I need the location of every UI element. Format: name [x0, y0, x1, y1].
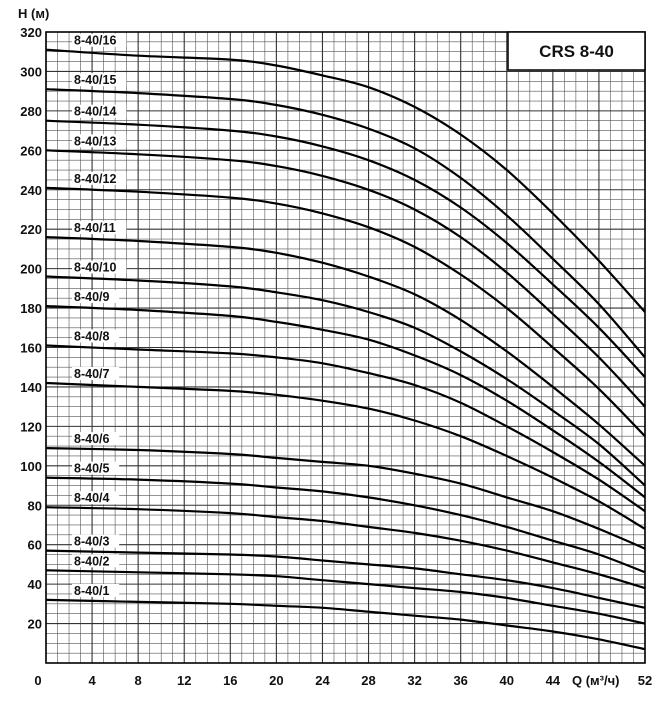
y-tick-label: 160 — [20, 340, 42, 356]
y-tick-label: 180 — [20, 301, 42, 317]
y-tick-label: 200 — [20, 261, 42, 277]
x-tick-label: 32 — [407, 673, 422, 688]
y-tick-label: 20 — [27, 616, 42, 632]
x-tick-label: 52 — [637, 673, 653, 688]
y-tick-label: 260 — [20, 143, 42, 159]
curve-label-8-40-10: 8-40/10 — [74, 260, 117, 275]
x-tick-label: 0 — [34, 673, 42, 688]
y-axis-label: H (м) — [18, 6, 50, 21]
chart-title: CRS 8-40 — [539, 42, 614, 61]
curve-label-8-40-4: 8-40/4 — [74, 491, 110, 506]
curve-label-8-40-9: 8-40/9 — [74, 290, 110, 305]
curve-label-8-40-12: 8-40/12 — [74, 171, 117, 186]
curve-label-8-40-7: 8-40/7 — [74, 366, 110, 381]
y-tick-label: 40 — [27, 577, 42, 593]
y-tick-label: 100 — [20, 458, 42, 474]
x-tick-label: 28 — [361, 673, 376, 688]
y-tick-label: 120 — [20, 419, 42, 435]
x-tick-label: 12 — [176, 673, 192, 688]
x-tick-label: 40 — [499, 673, 515, 688]
y-tick-label: 60 — [27, 537, 42, 553]
x-tick-label: 8 — [134, 673, 142, 688]
y-tick-label: 220 — [20, 222, 42, 238]
x-tick-label: 44 — [545, 673, 561, 688]
curve-label-8-40-6: 8-40/6 — [74, 432, 110, 447]
curve-label-8-40-15: 8-40/15 — [74, 73, 117, 88]
y-tick-label: 80 — [27, 498, 42, 514]
curve-label-8-40-8: 8-40/8 — [74, 329, 110, 344]
x-tick-label: 4 — [88, 673, 96, 688]
curve-label-8-40-5: 8-40/5 — [74, 461, 110, 476]
y-tick-label: 300 — [20, 64, 42, 80]
x-tick-label: 36 — [453, 673, 468, 688]
curve-label-8-40-13: 8-40/13 — [74, 134, 117, 149]
y-tick-label: 140 — [20, 379, 42, 395]
curve-label-8-40-2: 8-40/2 — [74, 554, 110, 569]
chart-title-box — [508, 32, 645, 70]
x-axis-label: Q (м³/ч) — [572, 673, 620, 688]
x-tick-label: 20 — [269, 673, 284, 688]
y-tick-label: 280 — [20, 103, 42, 119]
x-tick-label: 24 — [315, 673, 330, 688]
curve-label-8-40-3: 8-40/3 — [74, 534, 110, 549]
curve-label-8-40-14: 8-40/14 — [74, 104, 117, 119]
x-tick-label: 16 — [223, 673, 238, 688]
curve-label-8-40-1: 8-40/1 — [74, 583, 110, 598]
curve-label-8-40-16: 8-40/16 — [74, 33, 117, 48]
y-tick-label: 240 — [20, 182, 42, 198]
y-tick-label: 320 — [20, 25, 42, 40]
curve-label-8-40-11: 8-40/11 — [74, 221, 116, 236]
